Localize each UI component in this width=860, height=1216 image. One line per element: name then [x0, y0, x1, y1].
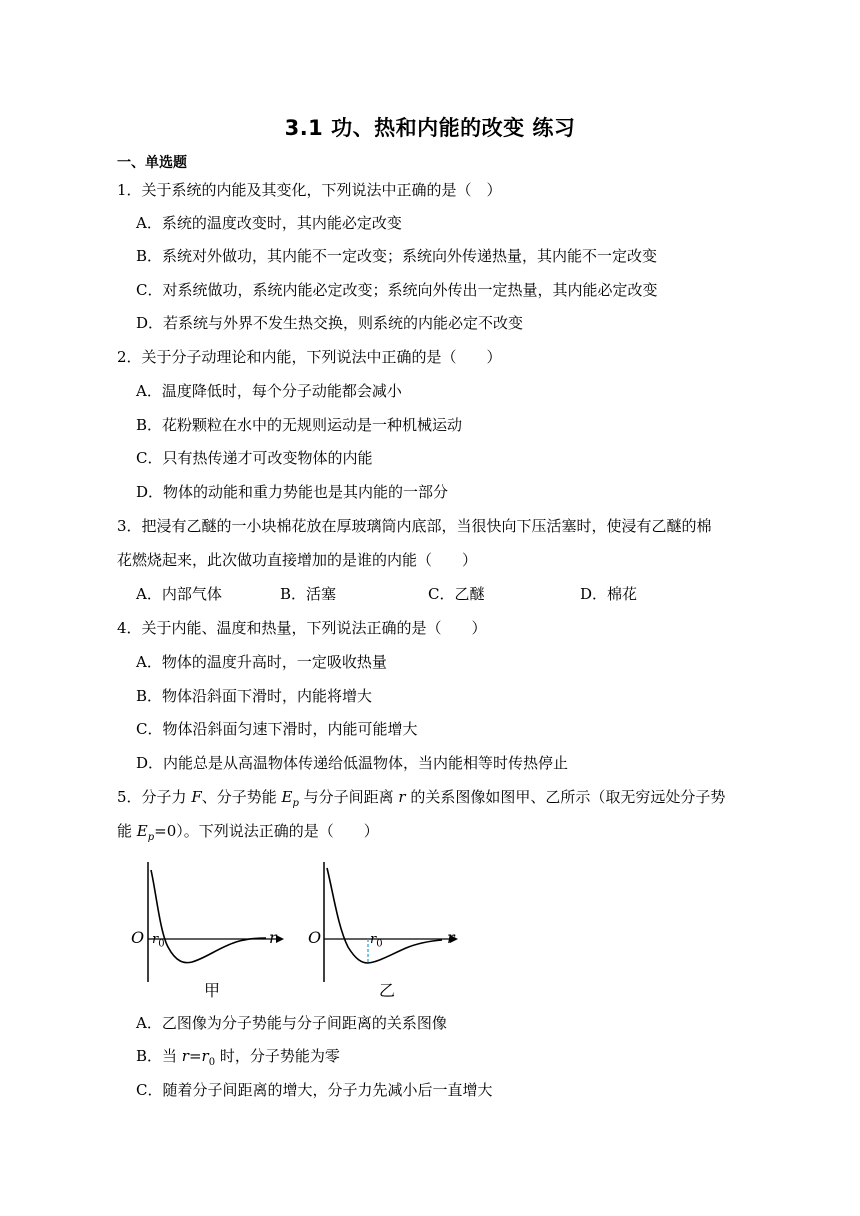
r-symbol: r	[370, 932, 377, 947]
r-symbol: r	[152, 932, 159, 947]
question-2-option-c: C．只有热传递才可改变物体的内能	[136, 449, 373, 467]
question-3-option-b: B．活塞	[280, 585, 337, 603]
page-title: 3.1 功、热和内能的改变 练习	[284, 116, 576, 140]
question-1-option-b: B．系统对外做功，其内能不一定改变；系统向外传递热量，其内能不一定改变	[136, 247, 658, 265]
question-3-stem-line-1: 3．把浸有乙醚的一小块棉花放在厚玻璃筒内底部，当很快向下压活塞时，使浸有乙醚的棉	[117, 517, 712, 535]
q5-symbol-f: F	[191, 788, 202, 806]
right-caption: 乙	[379, 981, 396, 1000]
question-3-stem-line-2: 花燃烧起来，此次做功直接增加的是谁的内能（ ）	[117, 551, 478, 569]
right-potential-curve	[327, 868, 442, 963]
q5-subscript-p: p	[147, 832, 155, 843]
question-5-option-c: C．随着分子间距离的增大，分子力先减小后一直增大	[136, 1081, 493, 1099]
q5-text: 能	[117, 822, 137, 840]
q5-text: 、分子势能	[201, 788, 282, 806]
q5-text: =0）。下列说法正确的是（ ）	[154, 822, 379, 840]
question-3-option-a: A．内部气体	[136, 585, 222, 603]
question-2-option-a: A．温度降低时，每个分子动能都会减小	[136, 382, 402, 400]
q5-subscript-0: 0	[208, 1057, 216, 1068]
right-r0-label	[370, 932, 383, 950]
right-r-axis-label: r	[447, 928, 455, 947]
question-3-option-c: C．乙醚	[428, 585, 485, 603]
left-force-curve	[151, 870, 266, 963]
q5-symbol-r0: r	[201, 1047, 209, 1065]
question-2-stem: 2．关于分子动理论和内能，下列说法中正确的是（ ）	[117, 348, 502, 366]
section-heading: 一、单选题	[117, 155, 187, 171]
question-4-option-a: A．物体的温度升高时，一定吸收热量	[136, 653, 387, 671]
left-caption: 甲	[204, 981, 221, 1000]
graph-svg	[126, 852, 486, 1002]
r0-subscript: 0	[376, 938, 383, 950]
left-x-axis-arrow	[276, 935, 284, 943]
question-4-option-b: B．物体沿斜面下滑时，内能将增大	[136, 687, 373, 705]
q5-text: 5．分子力	[117, 788, 192, 806]
q5-symbol-e: E	[281, 788, 293, 806]
left-r-axis-label: r	[269, 928, 277, 947]
q5-symbol-e: E	[136, 822, 148, 840]
q5-subscript-p: p	[292, 798, 299, 809]
q5-symbol-r: r	[181, 1047, 189, 1065]
r0-subscript: 0	[158, 938, 165, 950]
right-origin-label: O	[308, 928, 322, 947]
question-5-stem-line-2	[117, 821, 379, 848]
question-3-option-d: D．棉花	[580, 585, 638, 603]
question-2-option-b: B．花粉颗粒在水中的无规则运动是一种机械运动	[136, 416, 463, 434]
q5-text: 与分子间距离	[298, 788, 399, 806]
q5-equals: =	[188, 1047, 202, 1065]
q5-text: 时，分子势能为零	[215, 1047, 340, 1065]
question-4-stem: 4．关于内能、温度和热量，下列说法正确的是（ ）	[117, 619, 487, 637]
question-5-option-b	[136, 1046, 340, 1073]
question-5-option-a: A．乙图像为分子势能与分子间距离的关系图像	[136, 1014, 447, 1032]
q5-symbol-r: r	[398, 788, 406, 806]
question-1-option-c: C．对系统做功，系统内能必定改变；系统向外传出一定热量，其内能必定改变	[136, 281, 658, 299]
question-1-option-d: D．若系统与外界不发生热交换，则系统的内能必定不改变	[136, 314, 524, 332]
q5-text: 的关系图像如图甲、乙所示（取无穷远处分子势	[405, 788, 726, 806]
left-r0-label	[152, 932, 165, 950]
q5-text: B．当	[136, 1047, 182, 1065]
left-origin-label: O	[131, 928, 145, 947]
question-1-stem: 1．关于系统的内能及其变化，下列说法中正确的是（ ）	[117, 181, 502, 199]
graph-figure	[126, 852, 486, 1006]
question-1-option-a: A．系统的温度改变时，其内能必定改变	[136, 214, 402, 232]
question-5-stem-line-1	[117, 787, 725, 814]
question-4-option-c: C．物体沿斜面匀速下滑时，内能可能增大	[136, 720, 418, 738]
question-2-option-d: D．物体的动能和重力势能也是其内能的一部分	[136, 483, 449, 501]
question-4-option-d: D．内能总是从高温物体传递给低温物体，当内能相等时传热停止	[136, 754, 569, 772]
